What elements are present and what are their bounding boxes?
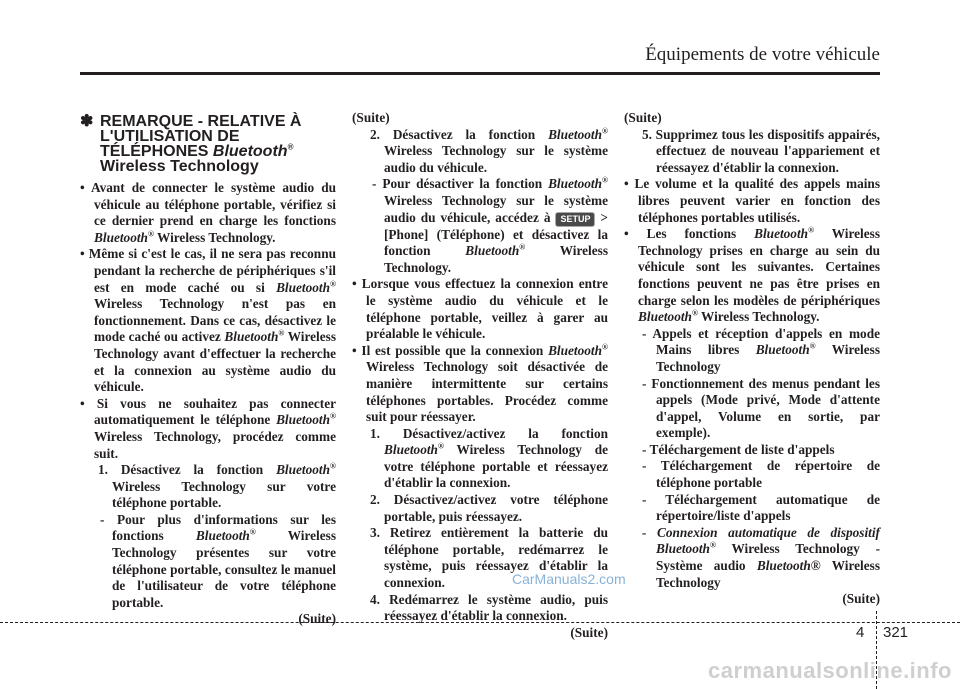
page-number: 321 bbox=[883, 624, 909, 641]
bullet-supported-functions: • Les fonctions Bluetooth® Wireless Technology prises en charge au sein du véhicule sont les suivantes. Certaines fonctions peuvent ne pas être prises en charge selon les modèles de périphériques Bluetooth® Wireless Technology. bbox=[624, 225, 880, 325]
function-call-list: - Téléchargement de liste d'appels bbox=[642, 441, 835, 457]
function-menu-ops: - Fonctionnement des menus pendant les appels (Mode privé, Mode d'attente d'appel, Volume en sortie, par exemple). bbox=[642, 375, 880, 441]
bullet-check-compat: • Avant de connecter le système audio du véhicule au téléphone portable, vérifiez si ce dernier prend en charge les fonctions Bluetooth® Wireless Technology. bbox=[80, 180, 336, 245]
star-icon: ✽ bbox=[80, 113, 94, 130]
function-handsfree: - Appels et réception d'appels en mode Mains libres Bluetooth® Wireless Technology bbox=[642, 325, 880, 374]
watermark-carmanuals2: CarManuals2.com bbox=[512, 571, 626, 587]
retry-step-4: 4. Redémarrez le système audio, puis réessayez d'établir la connexion. bbox=[370, 591, 608, 624]
column-3 bbox=[624, 110, 880, 608]
step-2-disable-audio: 2. Désactivez la fonction Bluetooth® Wireless Technology sur le système audio du véhicule. bbox=[370, 126, 608, 175]
retry-step-2: 2. Désactivez/activez votre téléphone portable, puis réessayez. bbox=[370, 492, 608, 524]
bullet-intermittent: • Il est possible que la connexion Bluetooth® Wireless Technology soit désactivée de manière intermittente sur certains téléphones portables. Procédez comme suit pour réessayer. bbox=[352, 342, 608, 425]
suite-top-label: (Suite) bbox=[624, 110, 662, 125]
setup-button-icon: SETUP bbox=[555, 212, 595, 227]
function-phonebook: - Téléchargement de répertoire de téléphone portable bbox=[642, 458, 880, 491]
function-auto-connect: - Connexion automatique de dispositif Bluetooth® Wireless Technology - Système audio Bluetooth® Wireless Technology bbox=[642, 524, 880, 590]
bullet-no-autoconnect: • Si vous ne souhaitez pas connecter automatiquement le téléphone Bluetooth® Wireless Technology, procédez comme suit. bbox=[80, 395, 336, 461]
chapter-number: 4 bbox=[856, 624, 865, 641]
header-rule bbox=[80, 72, 880, 75]
footer-dashed-rule bbox=[0, 622, 960, 623]
column-2 bbox=[352, 110, 608, 641]
bullet-hidden-mode: • Même si c'est le cas, il ne sera pas reconnu pendant la recherche de périphériques s'il est en mode caché ou si Bluetooth® Wireless Technology n'est pas en fonctionnement. Dans ce cas, désactivez le mode caché ou activez Bluetooth® Wireless Technology avant d'effectuer la recherche et la connexion au système audio du véhicule. bbox=[80, 246, 336, 395]
bullet-park-vehicle: • Lorsque vous effectuez la connexion entre le système audio du véhicule et le téléphone portable, veillez à garer au préalable le véhicule. bbox=[352, 276, 608, 342]
watermark-carmanualsonline: carmanualsonline.info bbox=[708, 658, 952, 683]
dash-disable-audio: - Pour désactiver la fonction Bluetooth® Wireless Technology sur le système audio du véhicule, accédez à SETUP > [Phone] (Téléphone) et désactivez la fonction Bluetooth® Wireless Technology. bbox=[372, 175, 608, 275]
suite-label: (Suite) bbox=[298, 611, 336, 627]
suite-label: (Suite) bbox=[842, 591, 880, 607]
retry-step-1: 1. Désactivez/activez la fonction Bluetooth® Wireless Technology de votre téléphone portable et réessayez d'établir la connexion. bbox=[370, 425, 608, 491]
bullet-call-quality: • Le volume et la qualité des appels mains libres peuvent varier en fonction des téléphones portables utilisés. bbox=[624, 176, 880, 225]
suite-top-label: (Suite) bbox=[352, 110, 390, 125]
page-header-title: Équipements de votre véhicule bbox=[645, 44, 880, 65]
retry-step-3: 3. Retirez entièrement la batterie du téléphone portable, redémarrez le système, puis réessayez d'établir la connexion. bbox=[370, 525, 608, 591]
step-1-disable-phone: 1. Désactivez la fonction Bluetooth® Wireless Technology sur votre téléphone portable. bbox=[98, 461, 336, 511]
function-auto-download: - Téléchargement automatique de répertoire/liste d'appels bbox=[642, 491, 880, 524]
dash-more-info: - Pour plus d'informations sur les fonctions Bluetooth® Wireless Technology présentes sur votre téléphone portable, consultez le manuel de l'utilisateur de votre téléphone portable. bbox=[100, 511, 336, 610]
suite-label: (Suite) bbox=[570, 624, 608, 640]
column-1 bbox=[80, 110, 336, 628]
note-heading: ✽ REMARQUE - RELATIVE À L'UTILISATION DE TÉLÉPHONES Bluetooth® Wireless Technology bbox=[80, 113, 302, 175]
retry-step-5: 5. Supprimez tous les dispositifs appairés, effectuez de nouveau l'appariement et réessayez d'établir la connexion. bbox=[642, 126, 880, 175]
